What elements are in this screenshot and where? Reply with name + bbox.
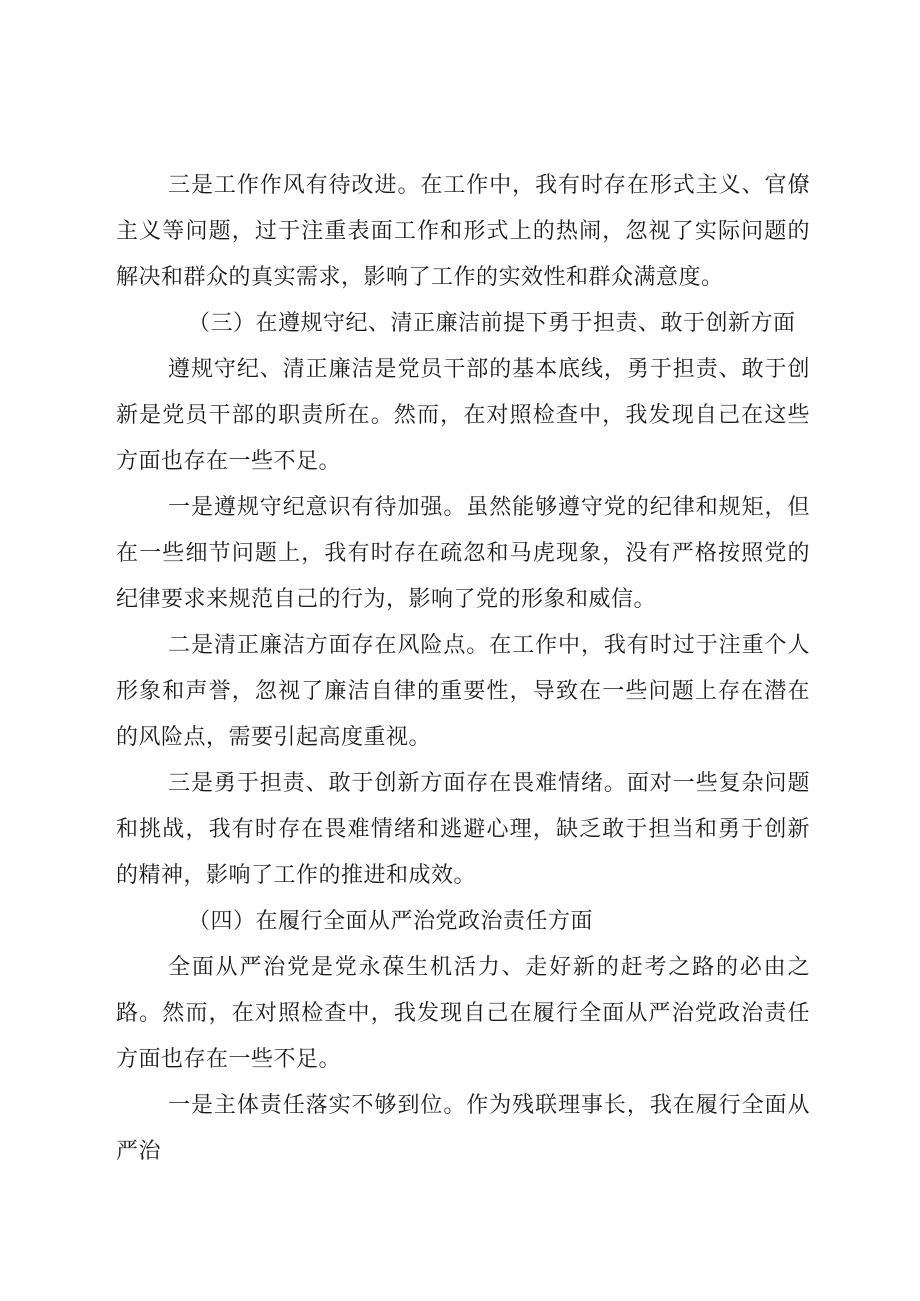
paragraph-discipline-intro: 遵规守纪、清正廉洁是党员干部的基本底线，勇于担责、敢于创新是党员干部的职责所在。然而，在对照检查中，我发现自己在这些方面也存在一些不足。 [116, 357, 810, 474]
paragraph-integrity-risk: 二是清正廉洁方面存在风险点。在工作中，我有时过于注重个人形象和声誉，忽视了廉洁自律的重要性，导致在一些问题上存在潜在的风险点，需要引起高度重视。 [116, 633, 810, 750]
paragraph-discipline-awareness: 一是遵规守纪意识有待加强。虽然能够遵守党的纪律和规矩，但在一些细节问题上，我有时存在疏忽和马虎现象，没有严格按照党的纪律要求来规范自己的行为，影响了党的形象和威信。 [116, 495, 810, 612]
paragraph-work-style: 三是工作作风有待改进。在工作中，我有时存在形式主义、官僚主义等问题，过于注重表面工作和形式上的热闹，忽视了实际问题的解决和群众的真实需求，影响了工作的实效性和群众满意度。 [116, 173, 810, 290]
paragraph-main-responsibility: 一是主体责任落实不够到位。作为残联理事长，我在履行全面从严治 [116, 1093, 810, 1164]
section-heading-4: （四）在履行全面从严治党政治责任方面 [188, 909, 594, 934]
document-body [116, 163, 810, 1175]
paragraph-party-governance-intro: 全面从严治党是党永葆生机活力、走好新的赶考之路的必由之路。然而，在对照检查中，我发现自己在履行全面从严治党政治责任方面也存在一些不足。 [116, 955, 810, 1072]
paragraph-responsibility-innovation: 三是勇于担责、敢于创新方面存在畏难情绪。面对一些复杂问题和挑战，我有时存在畏难情绪和逃避心理，缺乏敢于担当和勇于创新的精神，影响了工作的推进和成效。 [116, 771, 810, 888]
section-heading-3: （三）在遵规守纪、清正廉洁前提下勇于担责、敢于创新方面 [188, 311, 796, 336]
